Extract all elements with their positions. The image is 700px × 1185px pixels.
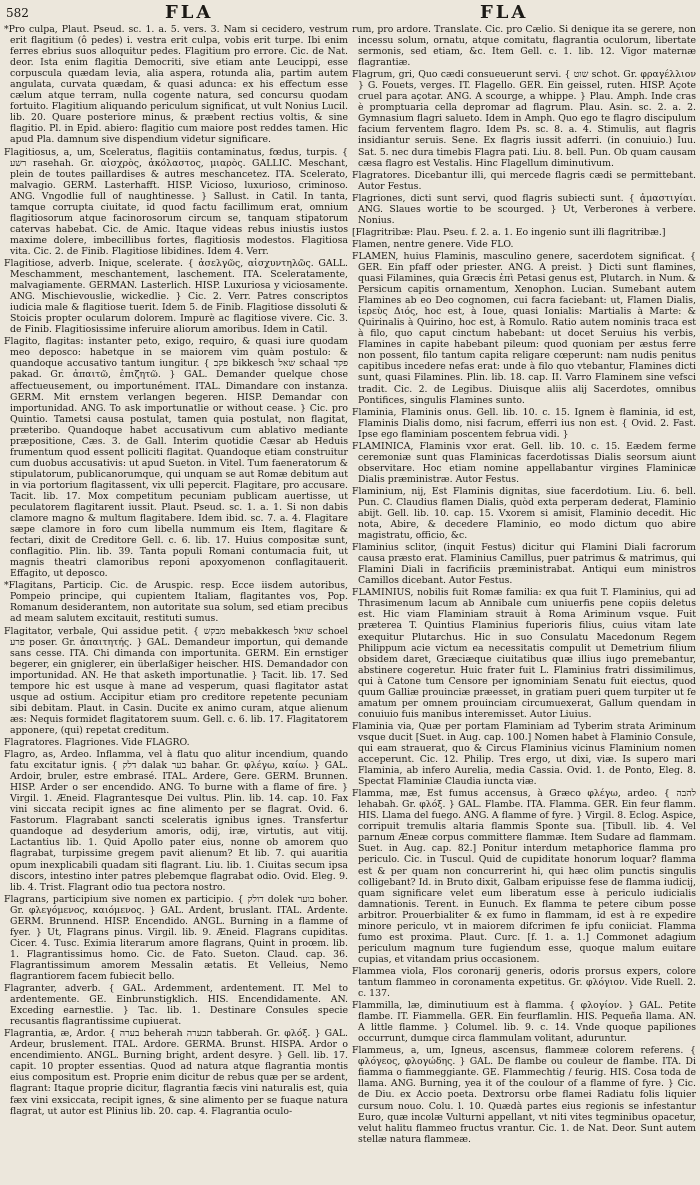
entry-flamen-neuter: Flamen, nentre genere. Vide FLO. [352,238,514,250]
entry-flagitiose: Flagitiose, adverb. Inique, scelerate. { ἀσελγῶς, αἰσχυντηλῶς. GALL. Meschamment, meschantement, laschement. ITA. Sceleratamente, malvagiamente. GERMAN. Lasterlich. HISP. Luxuriosa y viciosamente. ANG. Mischievouslie, wickedlie. } Cic. 2. Verr. Patres conscriptos iudicia male & flagitiose tuerit. Idem 5. de Finib. Flagitiose dissoluti & Stoicis propter ocularum dolorem. Impurè ac flagitiose vivere. Cic. 3. de Finib. Flagitiosissime inferuire aliorum amoribus. Idem in Catil. [4,257,348,336]
running-head-left: FLA [165,2,214,23]
entry-flamma: Flamma, mæ, Est fumus accensus, à Græco φλέγω, ardeo. { להבה lehabah. Gr. φλόξ. } GAL. Flambe. ITA. Flamma. GER. Ein feur flamm. HIS. Llama del fuego. ANG. A flamme of fyre. } Virgil. 8. Eclog. Aspice, corripuit tremulis altaria flammis Sponte sua. [Tibull. lib. 4. Vel parnum Æneæ corpus committere flammæ. Item Sudare ad flammam. Suet. in Aug. cap. 82.] Ponitur interdum metaphorice flamma pro periculo. Cic. in Tuscul. Quid de cupiditate honorum loquar? flamma est & per quam non concurrerint hi, qui hæc olim punctis singulis colligebant? Id. in Bruto dixit, Galbam eripuisse fese de flamma iudicij, quam significare velet eum liberatum esse à periculo iudicialis damnationis. Terent. in Eunuch. Ex flamma te petere cibum posse arbitror. Prouerbialiter & ex fumo in flammam, id est à re expedire minore periculo, vt in maiorem difcrimen fe ipfu coniiciat. Flamma fumo est proxima. Plaut. Curc. [f. 1. a. 1.] Commonet adagium periculum magnum ture fugiendum esse, quoque malum euitare cupias, et vitandam prius occasionem. [352,788,696,965]
entry-flagratores-ref: Flagratores. Flagriones. Vide FLAGRO. [4,737,190,748]
entry-flagriones: Flagriones, dicti sunt servi, quod flagris subiecti sunt. { ἀμαστιγίαι. ANG. Slaues wortie to be scourged. } Ut, Verberones à verbere. Nonius. [352,192,696,226]
entry-flaminius-lictor: Flaminius sclitor, (inquit Festus) dicitur qui Flamini Diali facrorum causa præsto erat. Flaminius Camillus, puer patrimus & matrimus, qui Flamini Diali in facrificiis præministrabat. Antiqui eum ministros Camillos dicebant. Autor Festus. [352,542,696,587]
entry-flagito: Flagito, flagitas: instanter peto, exigo, requiro, & quasi iure quodam meo deposco: habetque in se maiorem vim quàm postulo: & quandoque accusativo tantum iungitur. { פקב bikkesch שאל schaal פקד pakad. Gr. ἀπαιτῶ, ἐπιζητῶ. } GAL. Demander quelque chose affectueusement, ou importunément. ITAL. Dimandare con instanza. GERM. Mit ernstem verlangen begeren. HISP. Demandar con importunidad. ANG. To ask importunatlie or without cease. } Cic. pro Quintio. Tametsi causa postulat, tamen quia postulat, non flagitat, præteribo. Quandoque habet accusativum cum ablativo mediante præpositione, Cæs. 3. de Gall. Interim quotidie Cæsar ab Heduis frumentum quod essent polliciti flagitat. Quandoque etiam construitur cum duobus accusativis: ut apud Sueton. in Vitel. Tum faeneratorum & stipulatorum, publicanorumque, qui unquam se aut Romæ debitum aut in via portorium flagitassent, vix ulli pepercit. Flagitare, pro accusare. Tacit. lib. 17. Mox competitum pecuniam publicam auertisse, ut peculatorem flagitarent iussit. Plaut. Pseud. sc. 1. a. 1. Si non dabis clamore magno & multum flagitabere. Idem ibid. sc. 7. a. 4. Flagitare sæpe clamore in foro cum libella nummum eis Item, flagitare & fectari, dixit de Creditore Gell. c. 6. lib. 17. Huius compositæ sunt, conflagitio. Plin. lib. 39. Tanta populi Romani contumacia fuit, ut magnis theatri clamoribus reponi apoxyomenon conflagitauerit. Effagito, ut deposco. [4,336,348,580]
entry-flaminius: FLAMINIUS, nobilis fuit Romæ familia: ex qua fuit T. Flaminius, qui ad Thrasimenum lacum ab Annibale cum uniuerfis pene copiis deletus est. Hic viam Flaminiam strauit à Roma Ariminum vsque. Fuit præterea T. Quintius Flaminius fuperioris filius, cuius vitam late exequitur Plutarchus. Hic in suo Consulatu Macedonum Regem Philippum acie victum ea necessitatis compulit ut Demetrium filium obsidem daret, Græciæque ciuitatibus quæ illius iugo premebantur, abstinere cogeretur. Huic frater fuit L. Flaminius fratri dissimilimus, qui à Catone tum Censore per ignominiam Senatu fuit eiectus, quod quum Galliæ prouinciæ præesset, in gratiam pueri quem turpiter ut fe amatum per omnem prouinciam circumuexerat, Gallum quendam in conuiuio fuis manibus interemisset. Autor Liuius. [352,587,696,720]
entry-flagitium: *Pro culpa, Plaut. Pseud. sc. 1. a. 5. vers. 3. Nam si cecidero, vestrum erit flagitium (ô pedes) i. vestra erit culpa, vobis erit turpe. Ibi enim ferres ebrius suos alloquitur pedes. Flagitium pro errore. Cic. de Nat. deor. Ista enim flagitia Democriti, sive etiam ante Leucippi, esse corpuscula quædam levia, alia aspera, rotunda alia, partim autem angulata, curvata quædam, & quasi adunca: ex his effectum esse cælum atque terram, nulla cogente natura, sed concursu quodam fortuito. Flagitium aliquando periculum significat, ut vult Nonius Lucil. lib. 20. Quare posteriore minus, & præbent rectius voltis, & sine flagitio. Pl. in Epid. abiero: flagitio cum maiore post reddes tamen. Hic apud Pla. damnum sive dispendium videtur significare. [4,24,348,146]
entry-flagrum: Flagrum, gri, Quo cædi consueuerunt servi. { שוט schot. Gr. φραγέλλιον } G. Fouets, verges. IT. Flagello. GER. Ein geissel, ruten. HISP. Açote cruel para açotar. ANG. A scourge, a whippe. } Plau. Amph. Inde cras è promptuaria cella depromar ad flagrum. Plau. Asin. sc. 2. a. 2. Gymnasium flagri salueto. Idem in Amph. Quo ego te flagro discipulum facium ferventem flagro. Idem Ps. sc. 8. a. 4. Stimulis, aut flagris insidiantur seruis. Sene. Ex flagris iussit adferri. (in conuiuio.) Iuu. Sat. 5. nec dura timebis Flagra pati. Liu. 8. bell. Pun. Ob quam causam cæsa flagro est Vestalis. Hinc Flagellum diminutivum. [352,69,696,169]
entry-continuation: rum, pro ardore. Translate. Cic. pro Cælio. Si denique ita se gerere, non incessu solum, ornatu, atque comitatu, flagrantia oculorum, libertate sermonis, sed etiam, &c. Item Gell. c. 1. lib. 12. Vigor maternæ flagrantiæ. [352,24,696,69]
left-column [4,24,348,1180]
entry-flagitiosus: Flagitiosus, a, um, Sceleratus, flagitiis contaminatus, fœdus, turpis. { רשע rasehah. Gr. αἰσχρὸς, ἀκόλαστος, μιαρὸς. GALLIC. Meschant, plein de toutes paillardises & autres meschancetez. ITA. Scelerato, malvagio. GERM. Lasterhafft. HISP. Vicioso, luxurioso, criminoso. ANG. Vngodlie full of naughtinesse. } Sallust. in Catil. In tanta, tamque corrupta ciuitate, id quod factu facillimum erat, omnium flagitiosorum atque facinorosorum circum se, tanquam stipatorum catervas habebat. Cic. de Amic. Itaque videas rebus iniustis iustos maxime dolere, imbecillibus fortes, flagitiosis modestos. Flagitiosa vita. Cic. 2. de Finib. Flagitiose libidines. Idem 4. Verr. [4,146,348,257]
entry-flammea-viola: Flammea viola, Flos coronarij generis, odoris prorsus expers, colore tantum flammeo in coronamenta expetitus. Gr. φλόγιον. Vide Ruell. 2. c. 137. [352,965,696,1000]
entry-flaminica: FLAMINICA, Flaminis vxor erat. Gell. lib. 10. c. 15. Eædem ferme ceremoniæ sunt quas Flaminicas facerdotissas Dialis seorsum aiunt observitare. Hoc etiam nomine appellabantur virgines Flaminicæ Dialis præministræ. Autor Festus. [352,440,696,485]
entry-flagranter: Flagranter, adverb. { GAL. Ardemment, ardentement. IT. Mel to ardentemente. GE. Einbrunstigklich. HIS. Encendidamente. AN. Exceding earnestlie. } Tac. lib. 1. Destinare Consules specie recusantis flagrantissime cupiuerat. [4,983,348,1028]
entry-flagratores: Flagratores. Dicebantur illi, qui mercede flagris cædi se permittebant. Autor Festus. [352,169,696,192]
page-header [0,0,700,24]
entry-flagro: Flagro, as, Ardeo. Inflamma, vel à flatu quo alitur incendium, quando fatu excitatur ignis. { דלק dalak בער bahar. Gr. φλέγω, καίω. } GAL. Ardoir, bruler, estre embrasé. ITAL. Ardere, Gere. GERM. Brunnen. HISP. Arder o ser encendido. ANG. To burne with a flame of fire. } Virgil. 1. Æneid. Flagrantesque Dei vultus. Plin. lib. 14. cap. 10. Fax vini siccata recipit ignes ac fine alimento per se flagrat. Ovid. 6. Fastorum. Flagrabant sancti sceleratis ignibus ignes. Transfertur quandoque ad desyderium amoris, odij, iræ, virtutis, aut vitij. Lactantius lib. 1. Quid Apollo pater eius, nonne ob amorem quo flagrabat, turpissime gregem pavit alienum? Et lib. 7. qui auaritia opum inexplicabili quadam siti flagrant. Liu. lib. 1. Ciuitas secum ipsa discors, intestino inter patres plebemque flagrabat odio. Ovid. Eleg. 9. lib. 4. Trist. Flagrant odio tua pectora nostro. [4,749,348,893]
entry-flammeus: Flammeus, a, um, Igneus, ascensus, flammeæ colorem referens. { φλόγεος, φλογώδης. } GAL. De flambe ou couleur de flambe. ITA. Di fiamma o fiammeggiante. GE. Flammechtig / feurig. HIS. Cosa toda de llama. ANG. Burning, yea it of the coulour of a flamme of fyre. } Cic. de Diu. ex Accio poeta. Dextrorsu orbe flamei Radiatu folis liquier cursum nouo. Colu. l. 10. Quædà partes eius regionis se infestantur Euro, quæ incolæ Vulturni appellant, vt niti vites tegminibus opacetur, velut halitu flammeo fructus vrantur. Cic. 1. de Nat. Deor. Sunt autem stellæ natura flammeæ. [352,1045,696,1145]
entry-flammula: Flammilla, læ, diminutiuum est à flamma. { φλογίον. } GAL. Petite flambe. IT. Fiammella. GER. Ein feurflamlin. HIS. Pequeña llama. AN. A little flamme. } Columel. lib. 9. c. 14. Vnde quoque papiliones occurrunt, dumque circa flammulam volitant, aduruntur. [352,1000,696,1045]
entry-flagitator: Flagitator, verbale, Qui assidue petit. { מבקש mebakkesch שואל schoel פרע poser. Gr. ἀπαιτητής. } GAL. Demandeur importun, qui demande sans cesse. ITA. Chi dimanda con importunita. GERM. Ein ernstiger begerer, ein gniglerer, ein überlaßiger heischer. HIS. Demandador con importunidad. AN. He that asketh importunatlie. } Tacit. lib. 17. Sed tempore hic est usque à mane ad vesperum, quasi flagitator astat usque ad ostium. Accipitur etiam pro creditore repetente pecuniam sibi debitam. Plaut. in Casin. Ducite ex animo curam, atque alienum æs: Nequis formidet flagitatorem suum. Gell. c. 6. lib. 17. Flagitatorem apponere, (qui) repetat creditum. [4,625,348,736]
entry-flagrans: Flagrans, participium sive nomen ex participio. { דולק dolek בוער boher. Gr. φλεγόμενος, καιόμενος. } GAL. Ardent, bruslant. ITAL. Ardente. GERM. Brunnend. HISP. Encendido. ANGL. Burning in a flamme of fyer. } Ut, Flagrans pinus. Virgil. lib. 9. Æneid. Flagrans cupiditas. Cicer. 4. Tusc. Eximia literarum amore flagrans, Quint in proœm. lib. 1. Flagrantissimus homo. Cic. de Fato. Sueton. Claud. cap. 36. Flagrantissimum amorem Messalin ætatis. Et Velleius, Nemo flagrantiorem facem fubiecit bello. [4,893,348,982]
right-column [352,24,696,1180]
entry-flamen: FLAMEN, huius Flaminis, masculino genere, sacerdotem significat. { GER. Ein pfaff oder priester. ANG. A preist. } Dicti sunt flamines, quasi Filamines, quia Græcis ἐπὶ Petasi genus est, Plutarch. in Num. & Persicum capitis ornamentum, Xenophon. Lucian. Sumebant autem Flamines ab eo Deo cognomen, cui facra faciebant: ut, Flamen Dialis, ἱερεὺς Διός, hoc est, à Ioue, quasi Ionialis: Martialis à Marte: & Quirinalis à Quirino, hoc est, à Romulo. Ratio autem nominis traca est à filo, quo caput cinctum habebant: ut docet Seruius his verbis, Flamines in capite habebant pileum: quod quoniam per æstus ferre non possent, filo tantum capita religare cœperunt: nam nudis penitus capitibus incedere nefas erat: unde à filo quo vtebantur, Flamines dicti sunt, quasi Filamines. Plin. lib. 18. cap. II. Varro Flaminem sine vefsci tradit. Cic. 2. de Legibus. Diuisque aliis alij Sacerdotes, omnibus Pontifices, singulis Flamines sunto. [352,250,696,406]
entry-flagrantia: Flagrantia, æ, Ardor. { בערה beherah תבערה tabberah. Gr. φλόξ. } GAL. Ardeur, bruslement. ITAL. Ardore. GERMA. Brunst. HISPA. Ardor o encendimiento. ANGL. Burning bright, ardent desyre. } Gell. lib. 17. capit. 10 propter essentias. Quod ad natura atque flagrantia montis eius compositum est. Proprie enim dicitur de rebus quæ per se ardent, flagrant: Itaque proprie dicitur, flagrantia fæcis vini naturalis est, quia fæx vini exsiccata, recipit ignes, & sine alimento per se fuaque natura flagrat, ut autor est Plinius lib. 20. cap. 4. Flagrantia oculo- [4,1028,348,1117]
entry-flagritribae: [Flagritribæ: Plau. Pseu. f. 2. a. 1. Eo ingenio sunt illi flagritribæ.] [352,226,666,238]
entry-flaminia: Flaminia, Flaminis onus. Gell. lib. 10. c. 15. Ignem è flaminia, id est, Flaminis Dialis domo, nisi facrum, efferri ius non est. { Ovid. 2. Fast. Ipse ego flaminiam poscentem februa vidi. } [352,406,696,440]
page-number: 582 [6,6,29,20]
running-head-right: FLA [480,2,529,23]
entry-flaminium: Flaminium, nij, Est Flaminis dignitas, siue facerdotium. Liu. 6. bell. Pun. C. Claudius flamen Dialis, quòd exta perperam dederat, Flaminio abijt. Gell. lib. 10. cap. 15. Vxorem si amisit, Flaminio decedit. Hic nota, Abire, & decedere Flaminio, eo modo dictum quo abire magistratu, officio, &c. [352,485,696,542]
entry-flagitans: *Flagitans, Particip. Cic. de Aruspic. resp. Ecce iisdem autoribus, Pompeio principe, qui cupientem Italiam, flagitantes vos, Pop. Romanum desiderantem, non autoritate sua solum, sed etiam precibus ad meam salutem excitauit, restituti sumus. [4,580,348,625]
entry-flaminia-via: Flaminia via, Quæ per portam Flaminiam ad Tyberim strata Ariminum vsque ducit [Suet. in Aug. cap. 100.] Nomen habet à Flaminio Consule, qui eam strauerat, quo & Circus Flaminius vicinus Flaminium nomen acceperunt. Cic. 12. Philip. Tres ergo, ut dixi, viæ. Is supero mari Flaminia, ab infero Aurelia, media Cassia. Ovid. 1. de Ponto, Eleg. 8. Spectat Flaminiæ Claudia iuncta viæ. [352,720,696,788]
